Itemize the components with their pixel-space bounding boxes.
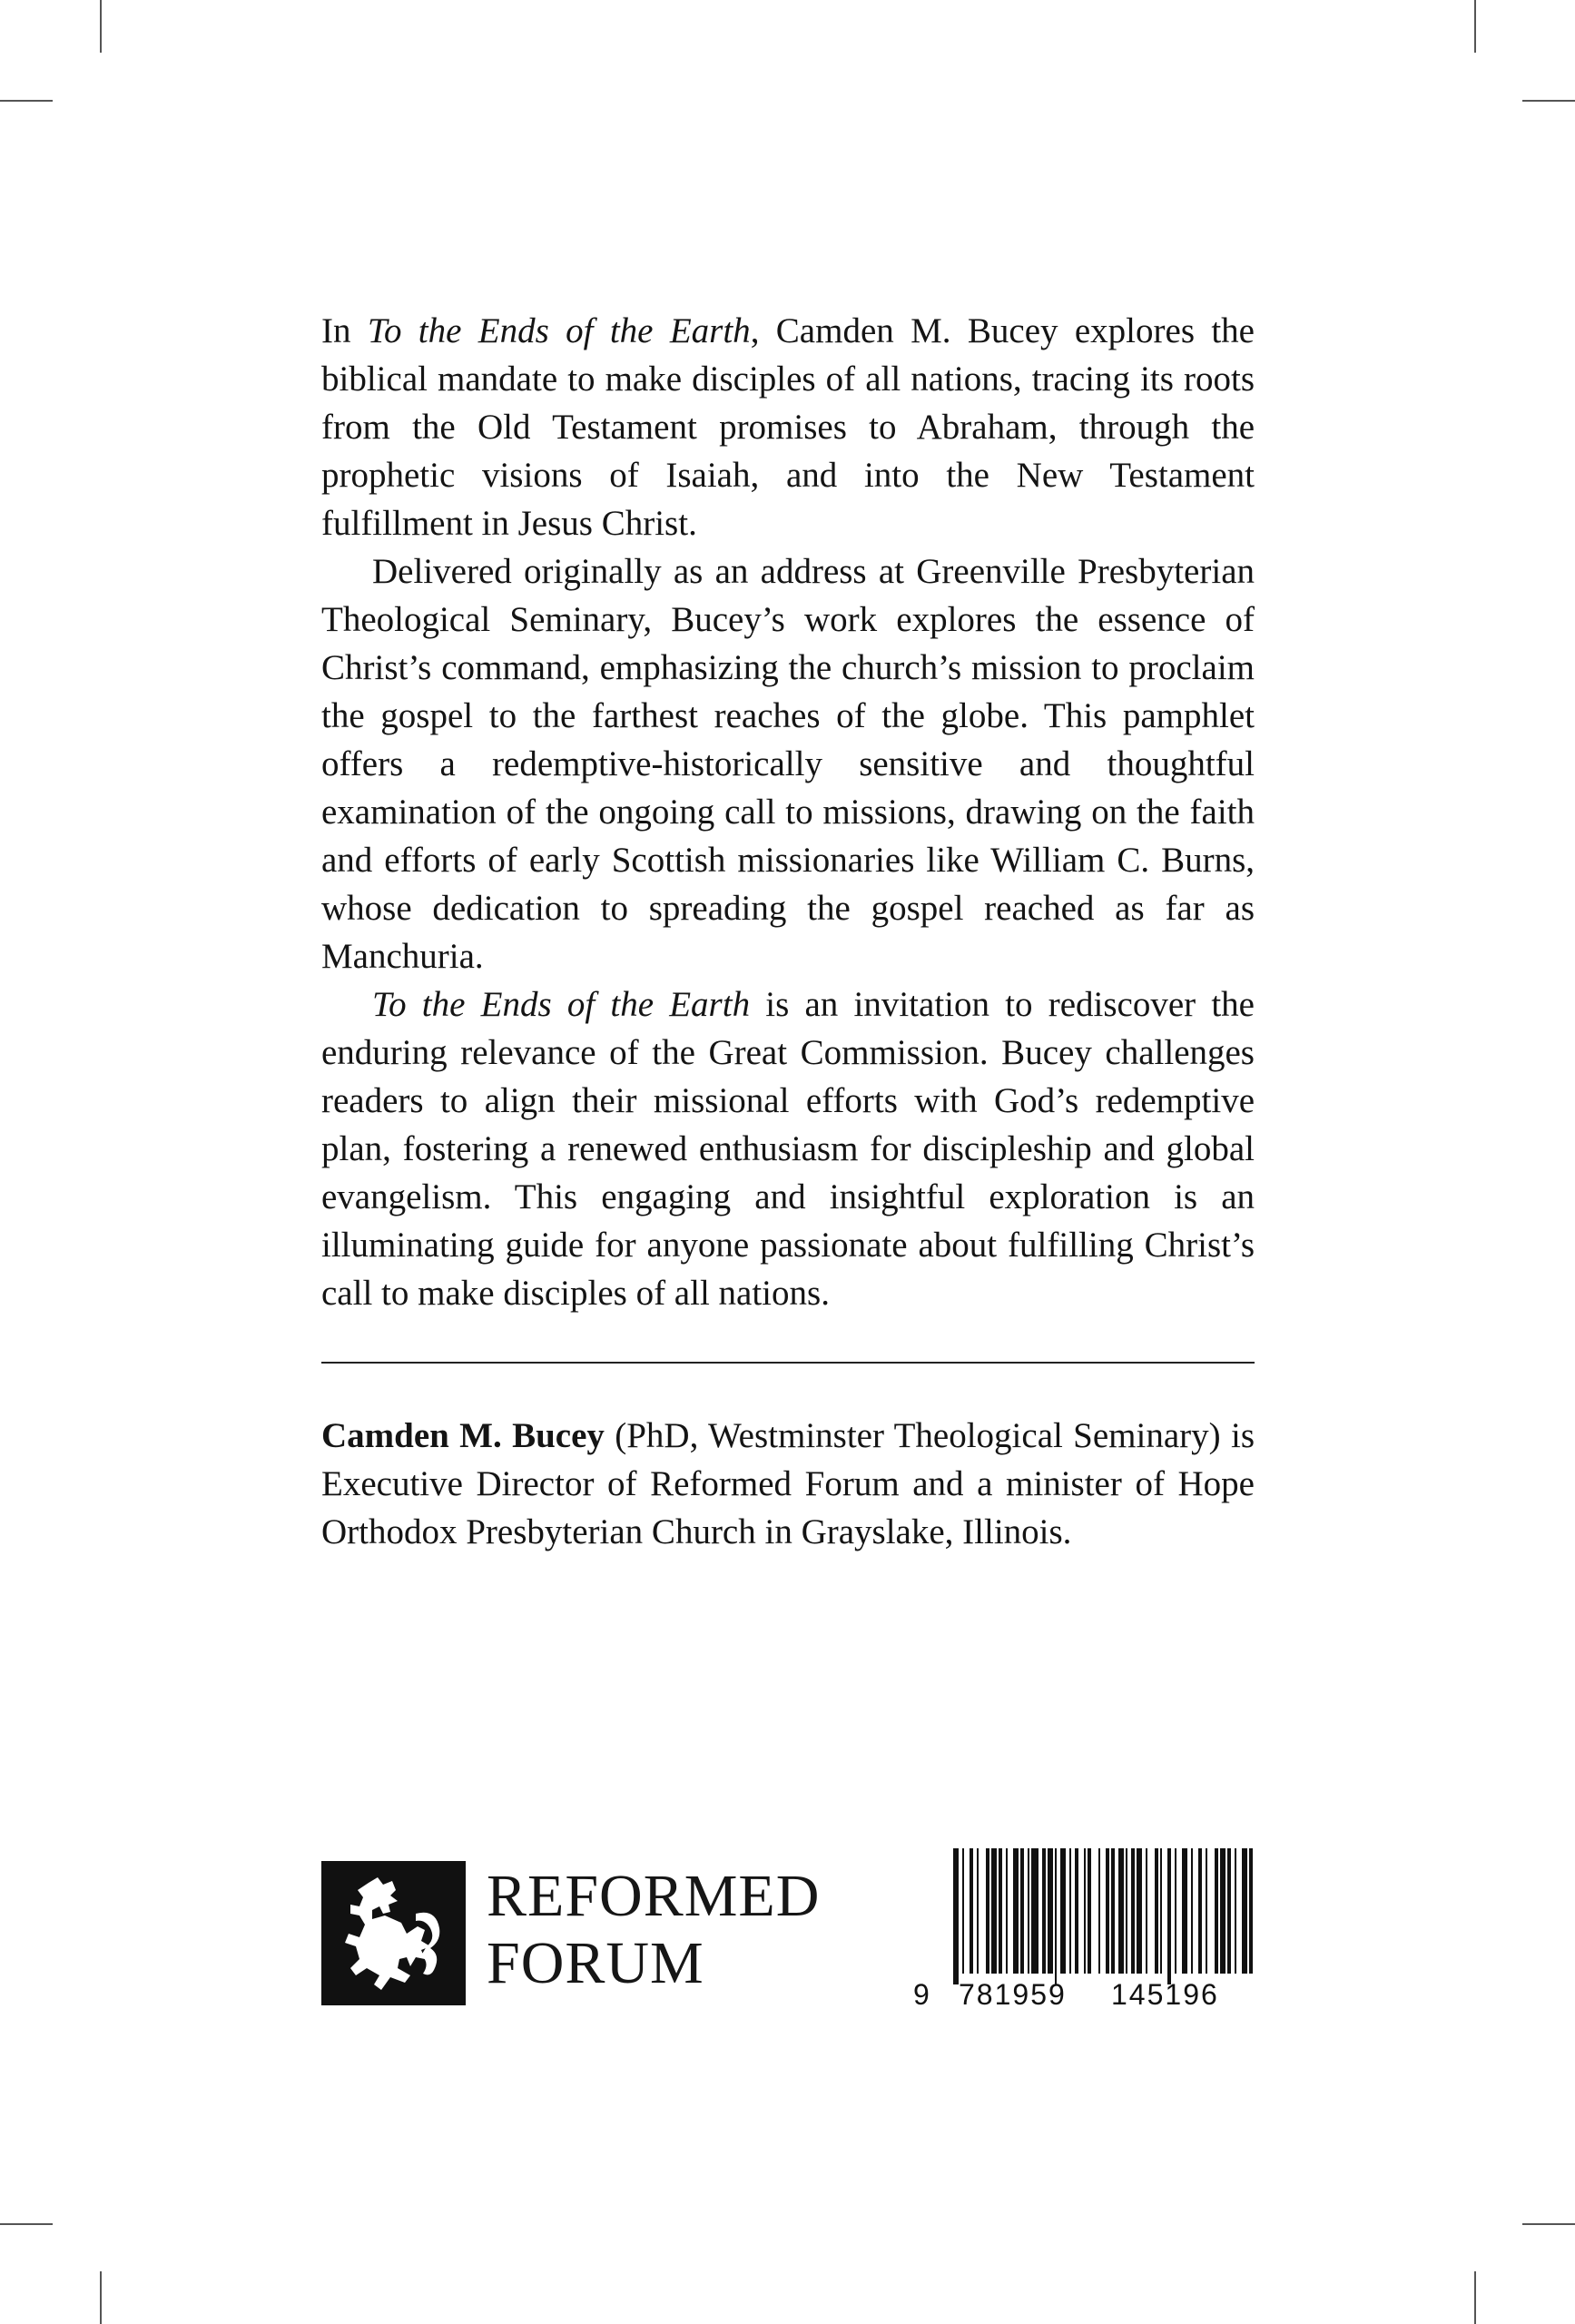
barcode-bar [1126, 1848, 1127, 1974]
barcode-bar [1084, 1848, 1086, 1974]
barcode-bar [1028, 1848, 1029, 1974]
crop-mark-left-top [0, 100, 53, 102]
barcode-bar [1042, 1848, 1046, 1974]
crop-mark-bottom-left [100, 2271, 102, 2324]
barcode-bar [1137, 1848, 1142, 1974]
barcode-bar [1167, 1848, 1171, 1984]
crop-mark-left-bottom [0, 2223, 53, 2225]
book-title: To the Ends of the Earth [372, 985, 751, 1024]
barcode-bar [1055, 1848, 1057, 1984]
crop-mark-bottom-right [1474, 2271, 1476, 2324]
barcode-bar [999, 1848, 1002, 1974]
barcode-bar [1098, 1848, 1100, 1974]
barcode-bar [1198, 1848, 1202, 1974]
author-bio: Camden M. Bucey (PhD, Westminster Theological Seminary) is Executive Director of Reformed Forum and a minister of Hope Orthodox Presbyterian Church in Grayslake, Illinois. [321, 1416, 1255, 1551]
barcode-bar [1160, 1848, 1162, 1974]
barcode-bar [1242, 1848, 1247, 1974]
crop-mark-right-top [1522, 100, 1575, 102]
barcode-bar [1155, 1848, 1158, 1974]
barcode-bar [953, 1848, 959, 1984]
crop-mark-top-left [100, 0, 102, 53]
barcode-bar [1220, 1848, 1226, 1974]
barcode-bar [1182, 1848, 1187, 1974]
description-paragraph-3: To the Ends of the Earth is an invitation to rediscover the enduring relevance of the Great Commission. Bucey challenges readers to align their missional efforts with God’s redemptive plan, fostering a renewed enthusiasm for discipleship and global evangelism. This engaging and insightful exploration is an illuminating guide for anyone passionate about fulfilling Christ’s call to make disciples of all nations. [321, 985, 1255, 1313]
barcode-bar [1069, 1848, 1071, 1974]
crop-mark-top-right [1474, 0, 1476, 53]
description-paragraph-1: In To the Ends of the Earth, Camden M. Bucey explores the biblical mandate to make disciples of all nations, tracing its roots from the Old Testament promises to Abraham, through the prophetic visions of Isaiah, and into the New Testament fulfillment in Jesus Christ. [321, 311, 1255, 543]
barcode-bar [1106, 1848, 1109, 1974]
barcode-bar [1075, 1848, 1078, 1974]
barcode-bar [1031, 1848, 1039, 1974]
barcode-bar [1006, 1848, 1008, 1974]
barcode-bar [962, 1848, 964, 1974]
barcode-bar [1235, 1848, 1236, 1974]
barcode-bar [1020, 1848, 1024, 1974]
barcode-bar [1118, 1848, 1124, 1974]
publisher-name-line2: FORUM [487, 1930, 704, 1996]
barcode-bar [1206, 1848, 1207, 1974]
barcode-bar [1111, 1848, 1115, 1974]
barcode-bar [1088, 1848, 1091, 1974]
barcode-bar [986, 1848, 989, 1974]
barcode-bar [1048, 1848, 1053, 1974]
publisher-wordmark [487, 1863, 820, 1997]
barcode-bar [1013, 1848, 1019, 1974]
isbn-barcode [910, 1845, 1255, 2009]
publisher-name-line1: REFORMED [487, 1863, 821, 1929]
barcode-bar [977, 1848, 979, 1974]
barcode-left-digits: 781959 [959, 1978, 1067, 2009]
description-paragraph-2: Delivered originally as an address at Greenville Presbyterian Theological Seminary, Bucey’s work explores the essence of Christ’s command, emphasizing the church’s mission to proclaim the gospel to the farthest reaches of the globe. This pamphlet offers a redemptive-historically sensitive and thoughtful examination of the ongoing call to missions, drawing on the faith and efforts of early Scottish missionaries like William C. Burns, whose dedication to spreading the gospel reached as far as Manchuria. [321, 552, 1255, 976]
barcode-bar [1249, 1848, 1253, 1974]
barcode-right-digits: 145196 [1111, 1978, 1219, 2009]
barcode-bar [1227, 1848, 1231, 1974]
barcode-bar [1146, 1848, 1147, 1974]
barcode-first-digit: 9 [913, 1978, 930, 2009]
crop-mark-right-bottom [1522, 2223, 1575, 2225]
barcode-bar [991, 1848, 997, 1974]
book-description [321, 307, 1255, 1317]
divider-rule [321, 1362, 1255, 1364]
barcode-bar [1175, 1848, 1176, 1974]
barcode-bar [1215, 1848, 1218, 1974]
barcode-bar [1131, 1848, 1135, 1974]
rampant-lion-icon [321, 1861, 466, 2005]
barcode-graphic [910, 1845, 1255, 2009]
barcode-bar [1191, 1848, 1193, 1974]
author-name: Camden M. Bucey [321, 1416, 605, 1455]
barcode-bar [970, 1848, 973, 1974]
barcode-bar [1060, 1848, 1066, 1974]
book-title: To the Ends of the Earth [367, 311, 751, 350]
